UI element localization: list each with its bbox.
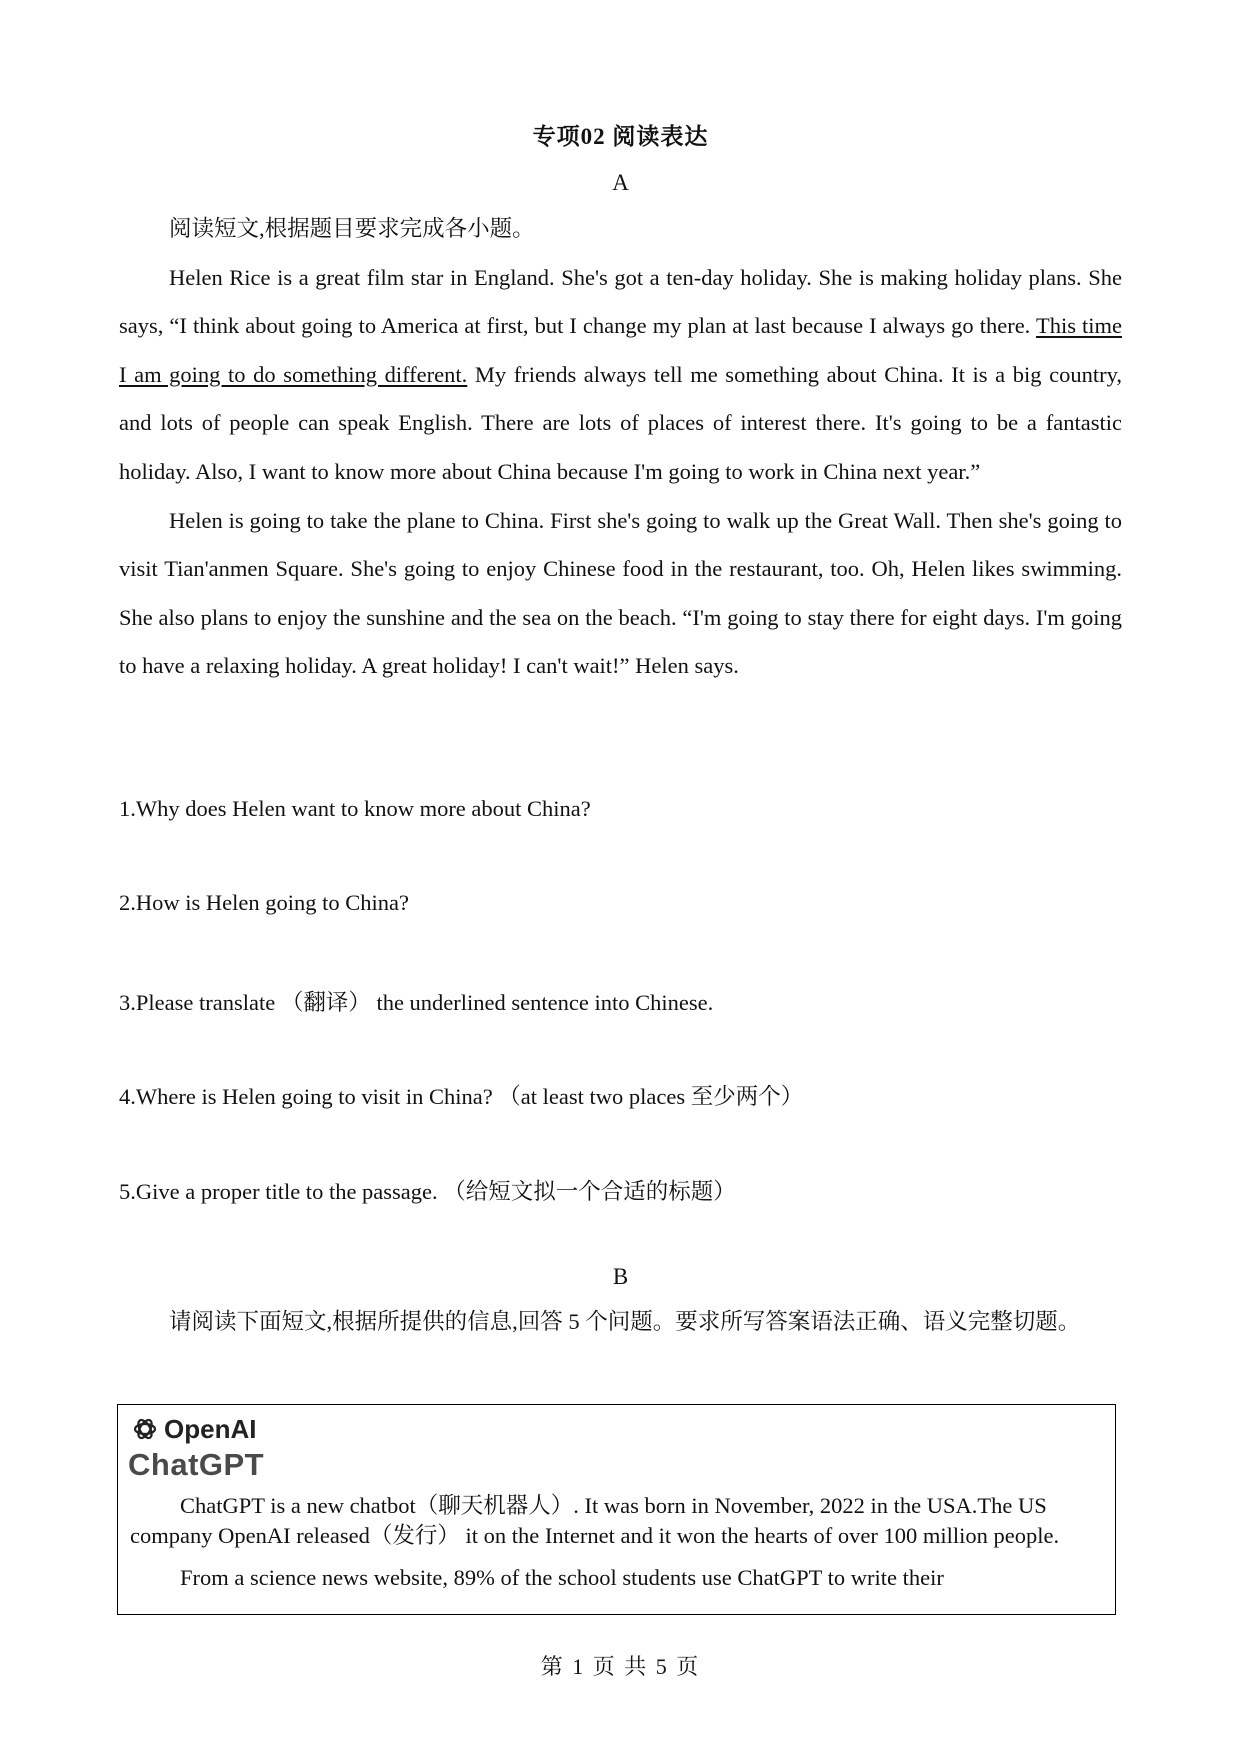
openai-logo (132, 1411, 256, 1447)
passage-paragraph-2: Helen is going to take the plane to China. First she's going to walk up the Great Wall. Then she's going to visit Tian'anmen Square. She's going to enjoy Chinese food in the restaurant, too. Oh, Helen likes swimming. She also plans to enjoy the sunshine and the sea on the beach. “I'm going to stay there for eight days. I'm going to have a relaxing holiday. A great holiday! I can't wait!” Helen says. (119, 507, 1122, 679)
passage-paragraph-1 (119, 254, 1122, 497)
underlined-sentence: This time I am going to do something different. (119, 313, 1122, 387)
article-text (130, 1491, 1100, 1593)
paragraph-1-text-after: My friends always tell me something about China. It is a big country, and lots of people can speak English. There are lots of places of interest there. It's going to be a fantastic holiday. Also, I want to know more about China because I'm going to work in China next year.” (119, 361, 1123, 484)
section-a-heading: A (612, 170, 629, 195)
page-footer: 第 1 页 共 5 页 (540, 1654, 701, 1679)
question-3: 3.Please translate （翻译） the underlined sentence into Chinese. (119, 990, 714, 1015)
chatgpt-article-box (117, 1404, 1116, 1615)
section-a-instruction: 阅读短文,根据题目要求完成各小题。 (169, 216, 535, 241)
question-1: 1.Why does Helen want to know more about China? (119, 796, 591, 821)
page-title: 专项02 阅读表达 (532, 124, 709, 149)
article-paragraph-2: From a science news website, 89% of the school students use ChatGPT to write their (180, 1565, 944, 1590)
paragraph-1-text-before: Helen Rice is a great film star in England. She's got a ten-day holiday. She is making holiday plans. She says, “I think about going to America at first, but I change my plan at last because I always go there. (119, 264, 1122, 339)
question-2: 2.How is Helen going to China? (119, 890, 409, 915)
openai-knot-icon (132, 1416, 158, 1442)
chatgpt-logo: ChatGPT (128, 1447, 265, 1482)
article-paragraph-1: ChatGPT is a new chatbot（聊天机器人）. It was born in November, 2022 in the USA.The US company OpenAI released（发行） it on the Internet and it won the hearts of over 100 million people. (130, 1493, 1060, 1548)
question-5: 5.Give a proper title to the passage. （给短文拟一个合适的标题） (119, 1179, 736, 1204)
section-b-instruction-block (119, 1298, 1122, 1347)
section-a-passage (119, 205, 1122, 691)
section-b-heading: B (612, 1264, 629, 1289)
openai-logo-text: OpenAI (164, 1413, 257, 1444)
section-b-instruction: 请阅读下面短文,根据所提供的信息,回答 5 个问题。要求所写答案语法正确、语义完整切题。 (169, 1309, 1081, 1334)
question-4: 4.Where is Helen going to visit in China? （at least two places 至少两个） (119, 1084, 804, 1109)
